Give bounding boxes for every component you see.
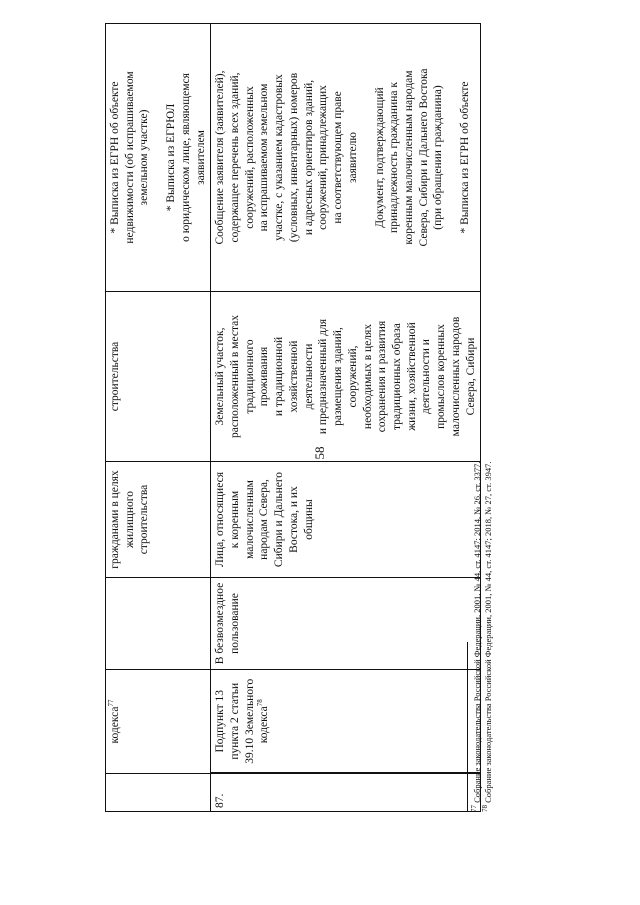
- cell-line: о юридическом лице, являющемся: [179, 73, 192, 242]
- cell-line: * Выписка из ЕГРН об объекте: [459, 81, 472, 234]
- footnote-ref-77: 77: [107, 699, 116, 707]
- applicants-cell: [106, 462, 211, 578]
- right-type-cell: [106, 578, 211, 670]
- cell-line: Подпункт 13: [214, 690, 227, 753]
- cell-line: Земельный участок,: [214, 327, 227, 426]
- cell-line: Севера, Сибири и Дальнего Востока: [417, 68, 430, 247]
- basis-text: кодекса: [109, 706, 121, 744]
- cell-line: расположенный в местах: [229, 315, 242, 438]
- land-cell: [106, 292, 211, 462]
- cell-line: хозяйственной: [287, 340, 300, 413]
- cell-line: содержащее перечень всех зданий,: [229, 72, 242, 243]
- applicants-cell: [211, 462, 481, 578]
- spacer: [446, 28, 458, 287]
- basis-last-word: кодекса: [258, 706, 271, 744]
- cell-line: Востока, и их: [287, 486, 300, 553]
- footnote-77: [472, 24, 483, 812]
- table-row-87: [211, 24, 481, 812]
- cell-line: и традиционной: [273, 336, 286, 417]
- num-cell: [106, 774, 211, 812]
- cell-line: общины: [302, 499, 315, 540]
- page-number: 58: [312, 446, 327, 460]
- cell-line: сооружений, принадлежащих: [317, 85, 330, 230]
- footnote-marker: 77: [470, 805, 479, 812]
- cell-line: 39.10 Земельного: [243, 678, 256, 764]
- cell-line: сооружений,: [346, 345, 359, 408]
- cell-line: * Выписка из ЕГРЮЛ: [165, 103, 178, 212]
- cell-line: традиционных образа: [390, 323, 403, 430]
- footnote-text: Собрание законодательства Российской Федерации, 2001, № 44, ст. 4147; 2018, № 27, ст. 3947.: [483, 461, 494, 803]
- cell-line: народам Севера,: [258, 479, 271, 560]
- footnote-divider: [467, 642, 468, 812]
- spacer: [361, 28, 373, 287]
- cell-line: Документ, подтверждающий: [373, 87, 386, 228]
- row-number: 87.: [211, 774, 481, 812]
- footnote-text: Собрание законодательства Российской Федерации, 2001, № 44, ст. 4147; 2014, № 26, ст. 3377.: [472, 461, 482, 803]
- cell-line: пункта 2 статьи: [229, 682, 242, 760]
- cell-line: малочисленным: [243, 480, 256, 559]
- cell-line: заявителем: [194, 130, 207, 185]
- cell-line: необходимых в целях: [361, 323, 374, 430]
- cell-line: Сибири и Дальнего: [273, 471, 286, 568]
- cell-line: участке, с указанием кадастровых: [273, 74, 286, 241]
- cell-line: принадлежность гражданина к: [388, 82, 401, 233]
- cell-line: размещения зданий,: [332, 327, 345, 426]
- cell-line: строительства: [138, 484, 151, 555]
- documents-cell: [211, 24, 481, 292]
- cell-line: деятельности: [302, 343, 315, 410]
- cell-line: Севера, Сибири: [464, 337, 477, 416]
- cell-line: проживания: [258, 346, 271, 407]
- cell-line: к коренным: [229, 490, 242, 549]
- footnote-78: [483, 24, 494, 812]
- cell-line: промыслов коренных: [435, 324, 448, 429]
- footnotes: [467, 24, 495, 812]
- documents-cell: [106, 24, 211, 292]
- land-provision-table: [105, 23, 481, 812]
- cell-line: Сообщение заявителя (заявителей),: [214, 70, 227, 245]
- cell-line: (условных, инвентарных) номеров: [287, 72, 300, 243]
- footnote-ref-78: 78: [256, 699, 265, 707]
- basis-cell: [106, 670, 211, 774]
- cell-line: и предназначенный для: [317, 318, 330, 435]
- cell-line: коренным малочисленным народам: [402, 70, 415, 245]
- rotated-page-content: [105, 24, 535, 812]
- spacer: [152, 28, 164, 287]
- table-row-continued: [106, 24, 211, 812]
- cell-line: В безвозмездное: [214, 582, 227, 665]
- cell-line: Лица, относящиеся: [214, 472, 227, 567]
- cell-line: жизни, хозяйственной: [405, 322, 418, 431]
- cell-line: сооружений, расположенных: [243, 86, 256, 229]
- cell-line: * Выписка из ЕГРН об объекте: [109, 81, 121, 234]
- cell-line: [257, 674, 272, 769]
- right-type-cell: [211, 578, 481, 670]
- cell-line: гражданами в целях: [109, 470, 121, 569]
- basis-cell: [211, 670, 481, 774]
- cell-line: жилищного: [123, 491, 136, 548]
- cell-line: строительства: [109, 341, 121, 412]
- land-cell: [211, 292, 481, 462]
- cell-line: малочисленных народов: [449, 316, 462, 437]
- cell-line: деятельности и: [420, 339, 433, 414]
- cell-line: и адресных ориентиров зданий,: [302, 79, 315, 236]
- cell-line: на испрашиваемом земельном: [258, 83, 271, 232]
- footnote-marker: 78: [481, 805, 490, 812]
- cell-line: заявителю: [346, 132, 359, 183]
- cell-line: традиционного: [243, 339, 256, 414]
- cell-line: недвижимости (об испрашиваемом: [123, 71, 136, 244]
- cell-line: на соответствующем праве: [332, 91, 345, 224]
- cell-line: сохранения и развития: [376, 320, 389, 433]
- cell-line: пользование: [229, 593, 242, 654]
- cell-line: земельном участке): [138, 109, 151, 206]
- cell-line: (при обращении гражданина): [432, 85, 445, 230]
